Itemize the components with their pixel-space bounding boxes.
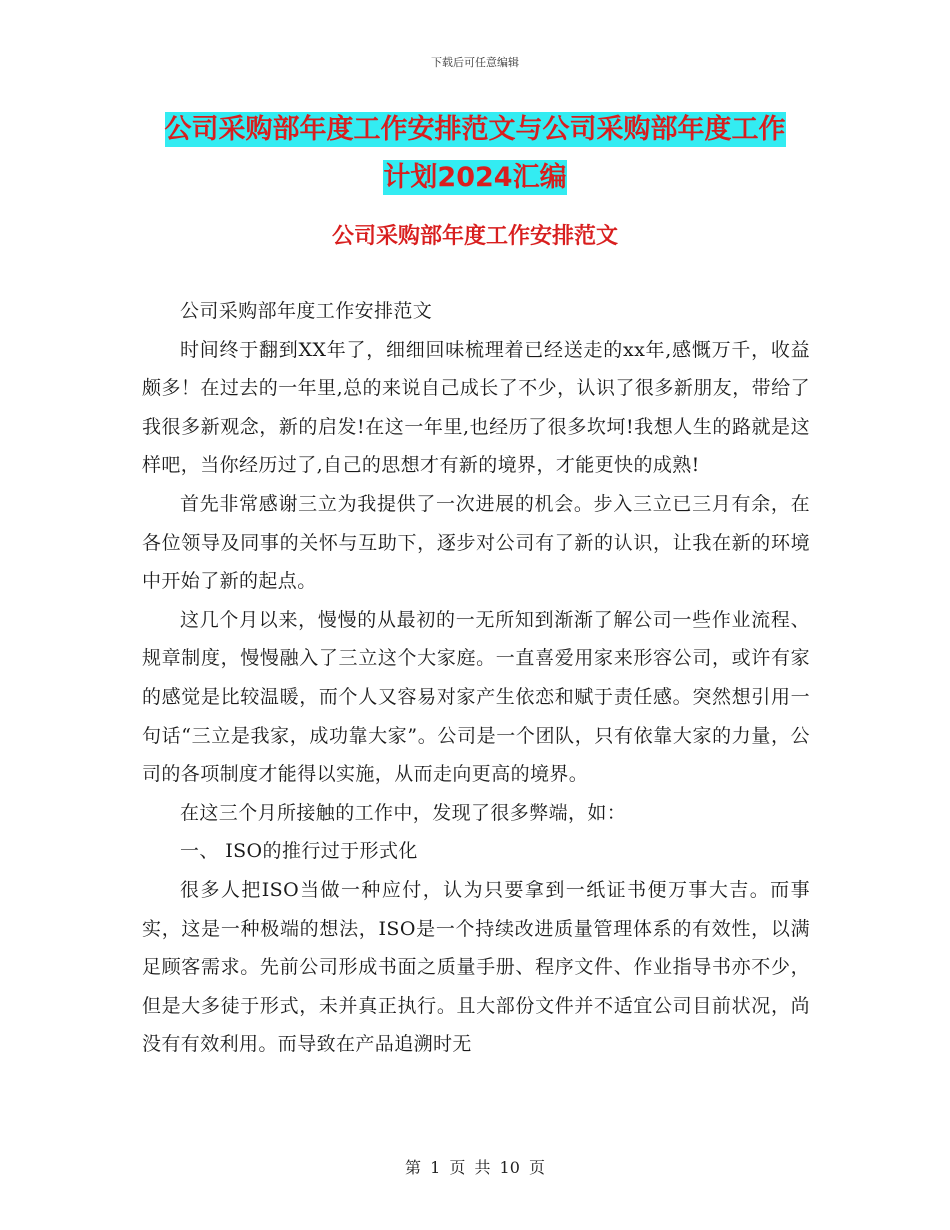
document-title-line-2: 计划2024汇编 bbox=[383, 162, 567, 193]
section-title: 公司采购部年度工作安排范文 bbox=[331, 224, 618, 249]
paragraph: 时间终于翻到XX年了，细细回味梳理着已经送走的xx年,感慨万千，收益颇多！在过去的一年里,总的来说自己成长了不少，认识了很多新朋友，带给了我很多新观念，新的启发!在这一年里,也经历了很多坎坷!我想人生的路就是这样吧，当你经历过了,自己的思想才有新的境界，才能更快的成熟! bbox=[142, 338, 810, 477]
paragraph: 很多人把ISO当做一种应付，认为只要拿到一纸证书便万事大吉。而事实，这是一种极端的想法，ISO是一个持续改进质量管理体系的有效性，以满足顾客需求。先前公司形成书面之质量手册、程序文件、作业指导书亦不少，但是大多徒于形式，未并真正执行。且大部份文件并不适宜公司目前状况，尚没有有效利用。而导致在产品追溯时无 bbox=[142, 878, 810, 1056]
paragraph: 公司采购部年度工作安排范文 bbox=[180, 300, 433, 322]
page-number-footer: 第 1 页 共 10 页 bbox=[405, 1158, 545, 1177]
paragraph: 这几个月以来，慢慢的从最初的一无所知到渐渐了解公司一些作业流程、规章制度，慢慢融入了三立这个大家庭。一直喜爱用家来形容公司，或许有家的感觉是比较温暖，而个人又容易对家产生依恋和赋于责任感。突然想引用一句话“三立是我家，成功靠大家”。公司是一个团队，只有依靠大家的力量，公司的各项制度才能得以实施，从而走向更高的境界。 bbox=[142, 608, 810, 786]
paragraph: 首先非常感谢三立为我提供了一次进展的机会。步入三立已三月有余，在各位领导及同事的关怀与互助下，逐步对公司有了新的认识，让我在新的环境中开始了新的起点。 bbox=[142, 492, 810, 593]
paragraph: 一、 ISO的推行过于形式化 bbox=[180, 840, 418, 863]
page-header-note: 下载后可任意编辑 bbox=[431, 56, 519, 69]
document-title bbox=[150, 106, 800, 202]
paragraph: 在这三个月所接触的工作中，发现了很多弊端，如： bbox=[180, 801, 627, 824]
document-body bbox=[142, 292, 810, 1064]
document-title-line-1: 公司采购部年度工作安排范文与公司采购部年度工作 bbox=[164, 114, 786, 145]
